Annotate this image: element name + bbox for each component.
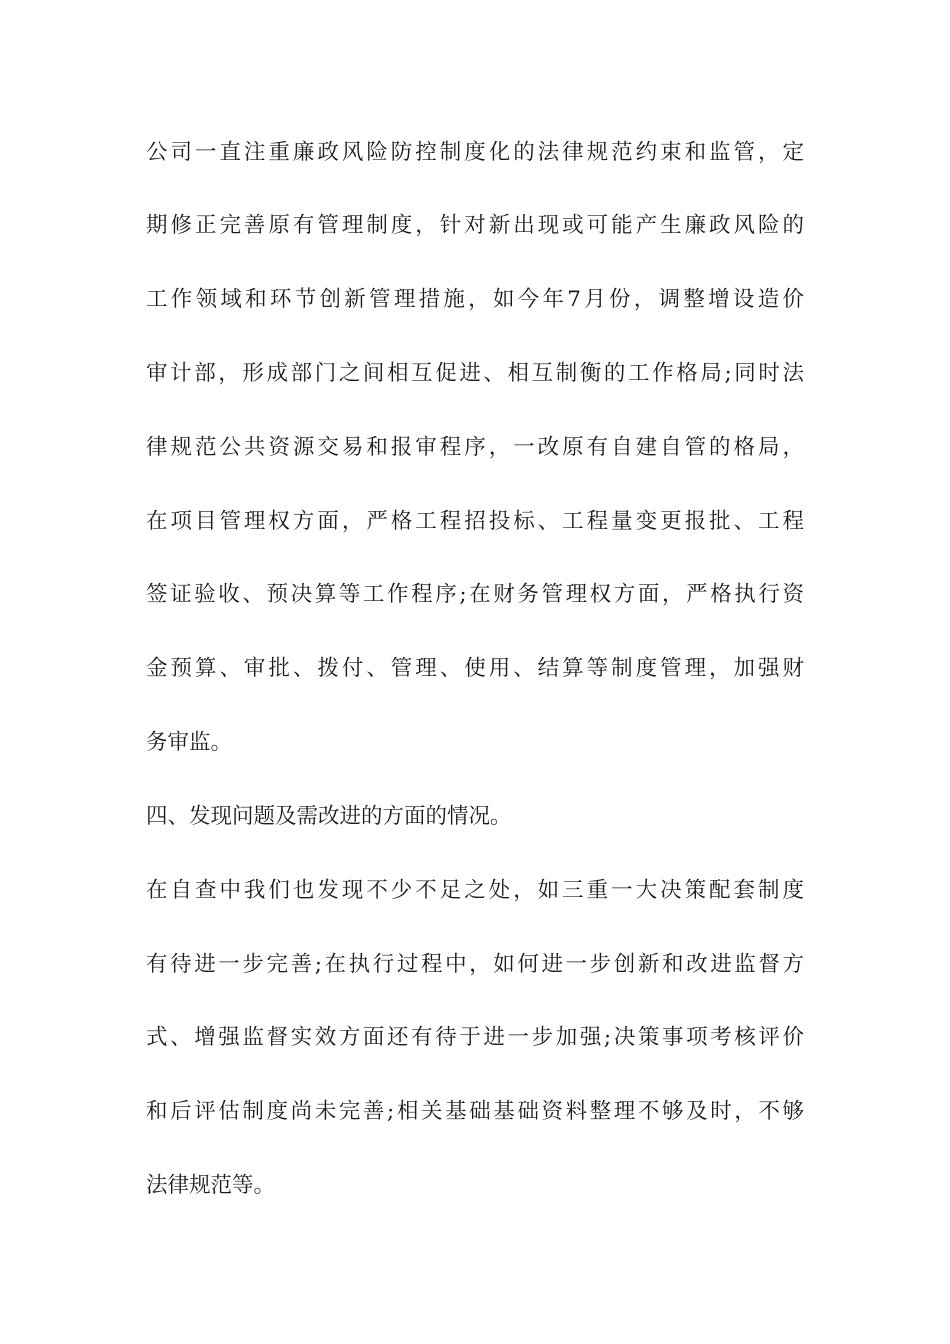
paragraph-line: 期修正完善原有管理制度，针对新出现或可能产生廉政风险的 [146,213,804,238]
paragraph-line: 公司一直注重廉政风险防控制度化的法律规范约束和监管，定 [146,140,804,165]
section-heading: 四、发现问题及需改进的方面的情况。 [146,804,512,829]
paragraph-line: 式、增强监督实效方面还有待于进一步加强;决策事项考核评价 [146,1025,804,1050]
paragraph-line: 法律规范等。 [146,1173,276,1198]
paragraph-line: 审计部，形成部门之间相互促进、相互制衡的工作格局;同时法 [146,361,804,386]
paragraph-line: 律规范公共资源交易和报审程序，一改原有自建自管的格局， [146,435,804,460]
paragraph-line: 在自查中我们也发现不少不足之处，如三重一大决策配套制度 [146,878,804,903]
paragraph-line: 务审监。 [146,730,233,755]
paragraph-line: 工作领域和环节创新管理措施，如今年7月份，调整增设造价 [146,287,804,312]
paragraph-line: 和后评估制度尚未完善;相关基础基础资料整理不够及时，不够 [146,1099,804,1124]
paragraph-line: 在项目管理权方面，严格工程招投标、工程量变更报批、工程 [146,509,804,534]
paragraph-line: 有待进一步完善;在执行过程中，如何进一步创新和改进监督方 [146,952,804,977]
paragraph-line: 金预算、审批、拨付、管理、使用、结算等制度管理，加强财 [146,656,804,681]
paragraph-line: 签证验收、预决算等工作程序;在财务管理权方面，严格执行资 [146,582,804,607]
